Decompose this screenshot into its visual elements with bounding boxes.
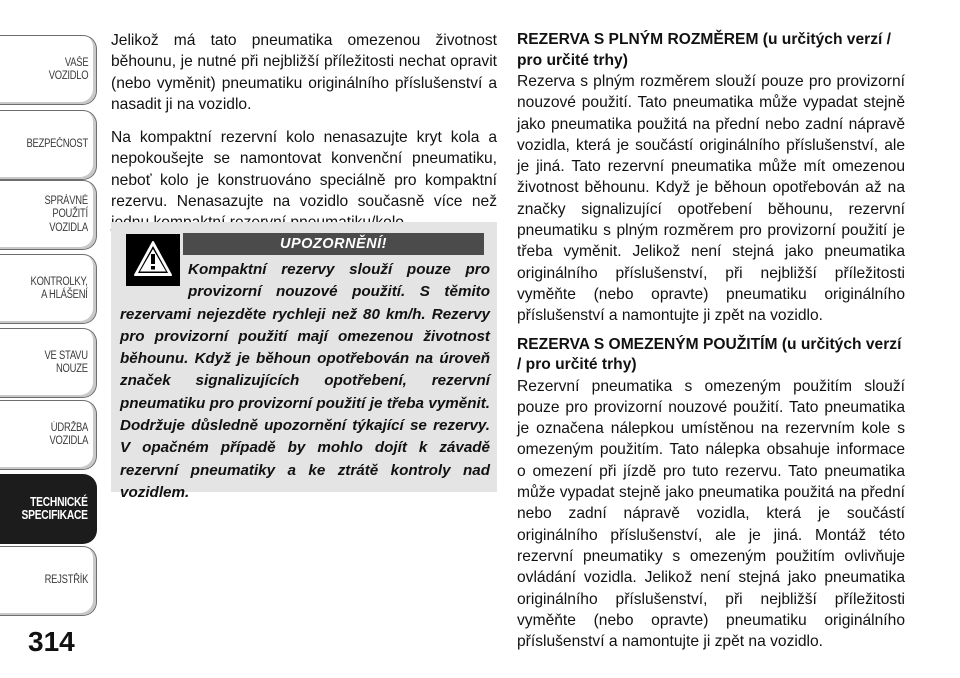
tab-label: KONTROLKY, A HLÁŠENÍ <box>30 275 88 301</box>
tab-kontrolky-a-hlaseni[interactable] <box>0 254 97 324</box>
warning-title: UPOZORNĚNÍ! <box>183 233 484 255</box>
warning-box <box>111 222 497 501</box>
tab-label: REJSTŘÍK <box>44 574 88 587</box>
page-number: 314 <box>28 626 75 657</box>
tab-bezpecnost[interactable] <box>0 110 97 180</box>
warning-text: Kompaktní rezervy slouží pouze pro provizorní nouzové použití. S těmito rezervami nejezděte rychleji než 80 km/h. Rezervy pro provizorní použití mají omezenou životnost běhounu. Když je běhoun opotřebován na úroveň značek signalizujících opotřebení, rezervní pneumatiku pro provizorní použití je třeba vyměnit. Dodržuje důsledně upozornění týkající se rezervy. V opačném případě by mohlo dojít k závadě rezervní pneumatiky a ke ztrátě kontroly nad vozidlem. <box>120 261 490 501</box>
tab-label: ÚDRŽBA VOZIDLA <box>49 421 88 447</box>
tab-ve-stavu-nouze[interactable] <box>0 328 97 398</box>
paragraph: Jelikož má tato pneumatika omezenou životnost běhounu, je nutné při nejbližší příležitosti nechat opravit (nebo vyměnit) pneumatiku originálního příslušenství a nasadit ji na vozidlo. <box>111 32 497 113</box>
warning-text-block <box>120 259 490 504</box>
tab-udrzba-vozidla[interactable] <box>0 400 97 470</box>
tab-vase-vozidlo[interactable] <box>0 35 97 105</box>
tab-spravne-pouziti-vozidla[interactable] <box>0 180 97 250</box>
chapter-sidebar <box>0 0 100 678</box>
right-column <box>517 30 905 664</box>
tab-label: VAŠE VOZIDLO <box>48 56 88 82</box>
tab-label: VE STAVU NOUZE <box>44 349 88 375</box>
section-heading: REZERVA S PLNÝM ROZMĚREM (u určitých verzí / pro určité trhy) <box>517 31 892 69</box>
paragraph: Rezervní pneumatika s omezeným použitím slouží pouze pro provizorní nouzové použití. Tato pneumatika je označena nálepkou umístěnou na rezervním kole s omezeným použitím. Tato nálepka obsahuje informace o omezení při jízdě pro tuto rezervu. Tato pneumatika může vypadat stejně jako pneumatika použitá na přední nebo zadní nápravě vozidla, která je součástí originálního příslušenství, ale je jiná. Montáž této rezervní pneumatiky s omezeným použitím ovlivňuje ovládání vozidla. Jelikož není stejná jako pneumatika originálního příslušenství, při nejbližší příležitosti vyměňte (nebo opravte) pneumatiku originálního příslušenství a namontujte ji zpět na vozidlo. <box>517 377 905 651</box>
tab-rejstrik[interactable] <box>0 546 97 616</box>
section-heading: REZERVA S OMEZENÝM POUŽITÍM (u určitých verzí / pro určité trhy) <box>517 335 902 374</box>
left-column <box>111 30 497 246</box>
tab-label: BEZPEČNOST <box>26 138 88 151</box>
tab-technicke-specifikace[interactable] <box>0 474 97 544</box>
paragraph: Rezerva s plným rozměrem slouží pouze pro provizorní nouzové použití. Tato pneumatika může vypadat stejně jako pneumatika použitá na přední nebo zadní nápravě vozidla, která je součástí originálního příslušenství, ale je jiná. Tato rezervní pneumatika může mít omezenou životnost běhounu. Když je běhoun opotřebován až na značky signalizující opotřebení běhounu, rezervní pneumatiku s plným rozměrem pro provizorní použití je třeba vyměnit. Jelikož není stejná jako pneumatika originálního příslušenství, při nejbližší příležitosti vyměňte (nebo opravte) pneumatiku originálního příslušenství a namontujte ji zpět na vozidlo. <box>517 73 905 325</box>
tab-label: TECHNICKÉ SPECIFIKACE <box>21 494 89 522</box>
paragraph: Na kompaktní rezervní kolo nenasazujte kryt kola a nepokoušejte se namontovat konvenční pneumatiku, neboť kolo je konstruováno speciálně pro kompaktní rezervu. Nenasazujte na vozidlo současně více než <box>111 129 497 211</box>
tab-label: SPRÁVNÉ POUŽITÍ VOZIDLA <box>44 194 88 234</box>
